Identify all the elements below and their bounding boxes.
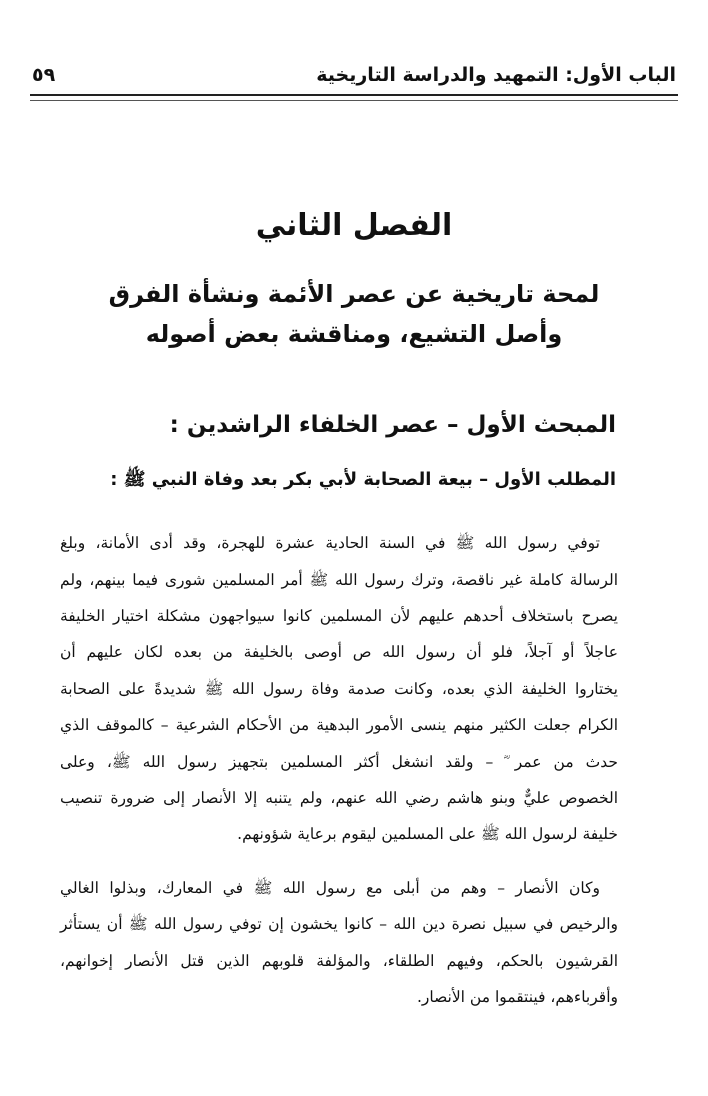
paragraph-line: عاجلاً أو آجلاً، فلو أن رسول الله ص أوصى بالخليفة من بعده لكان عليهم أن bbox=[60, 643, 618, 661]
paragraph-line: يختاروا الخليفة الذي بعده، وكانت صدمة وفاة رسول الله ﷺ شديدةً على الصحابة bbox=[60, 680, 618, 698]
paragraph-line: الخصوص عليٌّ وبنو هاشم رضي الله عنهم، ولم يتنبه إلا الأنصار إلى ضرورة تنصيب bbox=[60, 789, 618, 807]
chapter-subtitle-line: وأصل التشيع، ومناقشة بعض أصوله bbox=[145, 320, 563, 348]
page-header bbox=[32, 58, 676, 92]
subsection-heading: المطلب الأول – بيعة الصحابة لأبي بكر بعد وفاة النبي ﷺ : bbox=[110, 469, 616, 490]
chapter-title: الفصل الثاني bbox=[255, 208, 453, 243]
paragraph-line: يصرح باستخلاف أحدهم عليهم لأن المسلمين كانوا سيواجهون مشكلة اختيار الخليفة bbox=[60, 607, 618, 625]
paragraph-line: الرسالة كاملة غير ناقصة، وترك رسول الله ﷺ أمر المسلمين شورى فيما بينهم، ولم bbox=[60, 571, 618, 589]
paragraph-line: الكرام جعلت الكثير منهم ينسى الأمور البدهية من الأحكام الشرعية – كالموقف الذي bbox=[60, 716, 618, 734]
paragraph-line: حدث من عمر ؓ – ولقد انشغل أكثر المسلمين بتجهيز رسول الله ﷺ، وعلى bbox=[60, 753, 618, 771]
running-title: الباب الأول: التمهيد والدراسة التاريخية bbox=[316, 64, 676, 86]
page-number: ٥٩ bbox=[32, 64, 56, 86]
paragraph-line: وكان الأنصار – وهم من أبلى مع رسول الله ﷺ في المعارك، وبذلوا الغالي bbox=[60, 879, 600, 897]
paragraph-line: وأقرباءهم، فينتقموا من الأنصار. bbox=[416, 988, 618, 1006]
paragraph-line: والرخيص في سبيل نصرة دين الله – كانوا يخشون إن توفي رسول الله ﷺ أن يستأثر bbox=[60, 915, 618, 933]
section-heading: المبحث الأول – عصر الخلفاء الراشدين : bbox=[169, 412, 616, 438]
paragraph-line: خليفة لرسول الله ﷺ على المسلمين ليقوم برعاية شؤونهم. bbox=[237, 825, 618, 843]
header-rule bbox=[30, 94, 678, 101]
paragraph-line: القرشيون بالحكم، وفيهم الطلقاء، والمؤلفة قلوبهم الذين قتل الأنصار إخوانهم، bbox=[60, 952, 618, 970]
paragraph-line: توفي رسول الله ﷺ في السنة الحادية عشرة للهجرة، وقد أدى الأمانة، وبلغ bbox=[60, 534, 600, 552]
chapter-subtitle-line: لمحة تاريخية عن عصر الأئمة ونشأة الفرق bbox=[108, 280, 600, 308]
